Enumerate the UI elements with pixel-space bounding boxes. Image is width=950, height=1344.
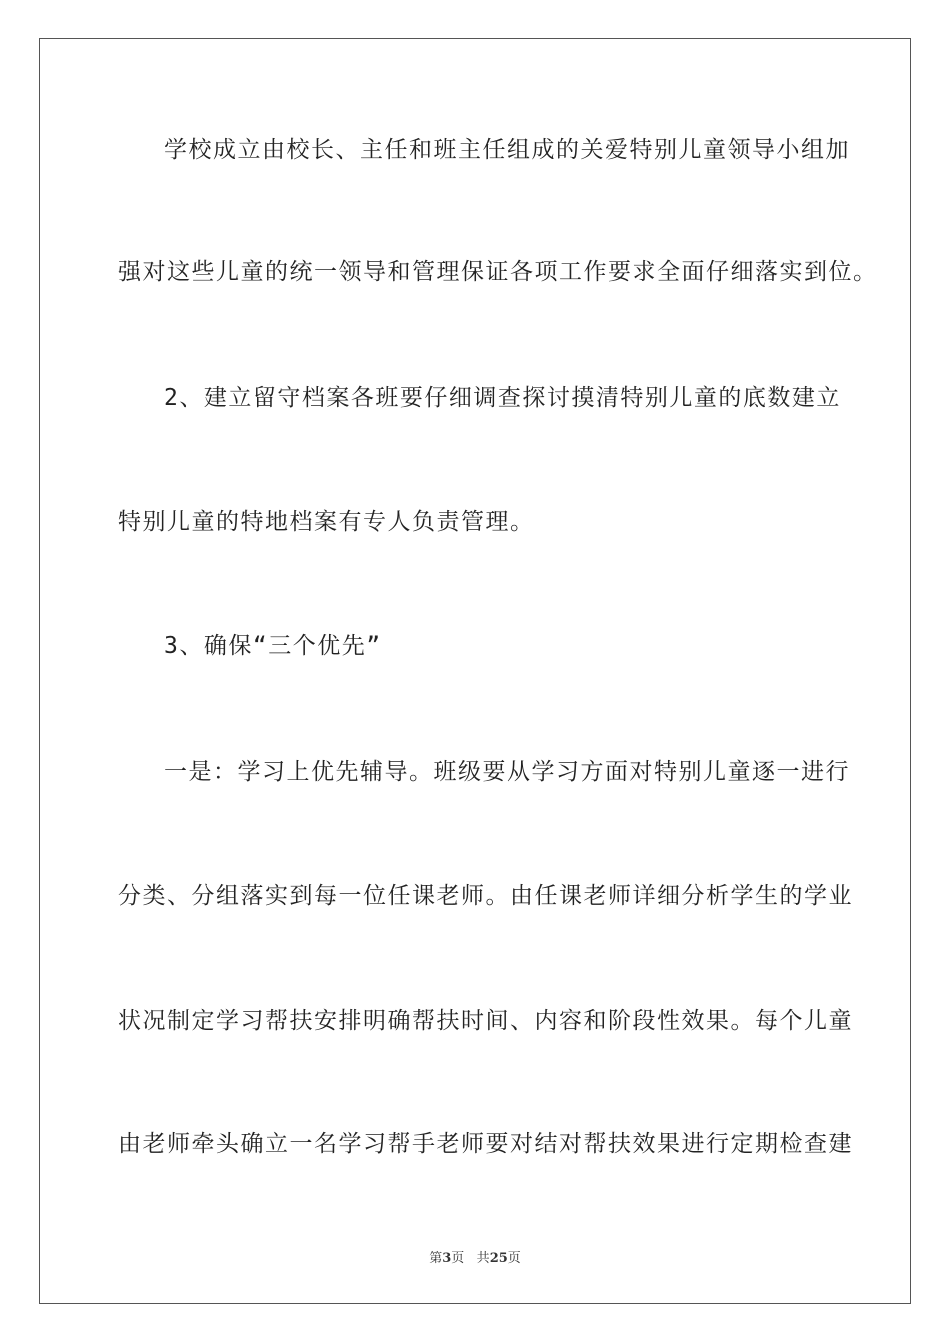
total-pages: 25 xyxy=(489,1251,508,1266)
total-suffix: 页 xyxy=(507,1251,521,1266)
paragraph-line: 2、建立留守档案各班要仔细调查探讨摸清特别儿童的底数建立 xyxy=(164,385,841,411)
paragraph-line: 一是：学习上优先辅导。班级要从学习方面对特别儿童逐一进行 xyxy=(164,759,850,785)
page-suffix: 页 xyxy=(451,1251,465,1266)
paragraph-line: 分类、分组落实到每一位任课老师。由任课老师详细分析学生的学业 xyxy=(118,883,853,909)
paragraph-line: 特别儿童的特地档案有专人负责管理。 xyxy=(118,509,535,535)
paragraph-line: 强对这些儿童的统一领导和管理保证各项工作要求全面仔细落实到位。 xyxy=(118,259,878,285)
page-footer xyxy=(0,1247,950,1266)
page-prefix: 第 xyxy=(429,1251,443,1266)
paragraph-line: 学校成立由校长、主任和班主任组成的关爱特别儿童领导小组加 xyxy=(164,137,850,163)
paragraph-line: 由老师牵头确立一名学习帮手老师要对结对帮扶效果进行定期检查建 xyxy=(118,1131,853,1157)
total-prefix: 共 xyxy=(476,1251,490,1266)
paragraph-line: 3、确保“三个优先” xyxy=(164,633,382,659)
page-number: 3 xyxy=(442,1251,452,1266)
page-border xyxy=(39,38,911,1304)
paragraph-line: 状况制定学习帮扶安排明确帮扶时间、内容和阶段性效果。每个儿童 xyxy=(118,1008,853,1034)
